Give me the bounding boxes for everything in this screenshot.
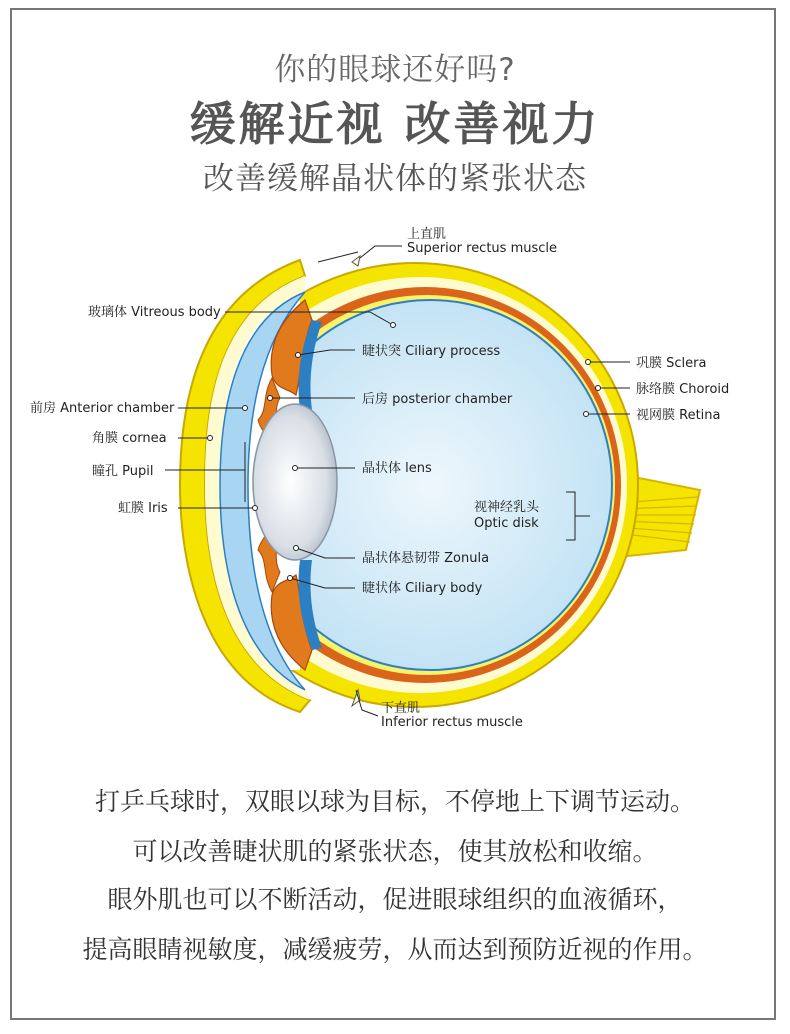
label-lens: 晶状体 lens: [362, 461, 432, 476]
label-anterior-chamber: 前房 Anterior chamber: [30, 401, 175, 416]
label-retina: 视网膜 Retina: [636, 408, 721, 423]
label-optic-cn: 视神经乳头: [474, 500, 540, 515]
label-sclera: 巩膜 Sclera: [636, 356, 707, 371]
label-cornea: 角膜 cornea: [92, 431, 167, 446]
body-text-line-3: 眼外肌也可以不断活动，促进眼球组织的血液循环，: [107, 885, 683, 914]
label-ciliary-body: 睫状体 Ciliary body: [362, 581, 483, 596]
label-zonula: 晶状体悬韧带 Zonula: [362, 551, 490, 566]
label-superior-en: Superior rectus muscle: [407, 241, 558, 256]
lens: [253, 404, 337, 560]
body-text-line-1: 打乒乓球时，双眼以球为目标，不停地上下调节运动。: [94, 787, 695, 816]
page-subtitle: 改善缓解晶状体的紧张状态: [203, 161, 587, 197]
label-inferior-cn: 下直肌: [381, 701, 421, 716]
label-pupil: 瞳孔 Pupil: [92, 464, 154, 479]
label-choroid: 脉络膜 Choroid: [636, 382, 730, 397]
label-optic-en: Optic disk: [474, 516, 539, 531]
label-inferior-en: Inferior rectus muscle: [381, 715, 523, 730]
label-posterior-chamber: 后房 posterior chamber: [362, 392, 513, 407]
label-vitreous: 玻璃体 Vitreous body: [88, 305, 221, 320]
label-superior-cn: 上直肌: [407, 227, 447, 242]
label-ciliary-process: 睫状突 Ciliary process: [362, 344, 501, 359]
body-text-line-4: 提高眼睛视敏度，减缓疲劳，从而达到预防近视的作用。: [82, 935, 708, 964]
page-title: 缓解近视 改善视力: [189, 97, 601, 151]
label-iris: 虹膜 Iris: [118, 501, 168, 516]
body-text-line-2: 可以改善睫状肌的紧张状态，使其放松和收缩。: [132, 837, 658, 866]
page-question: 你的眼球还好吗?: [274, 52, 516, 88]
